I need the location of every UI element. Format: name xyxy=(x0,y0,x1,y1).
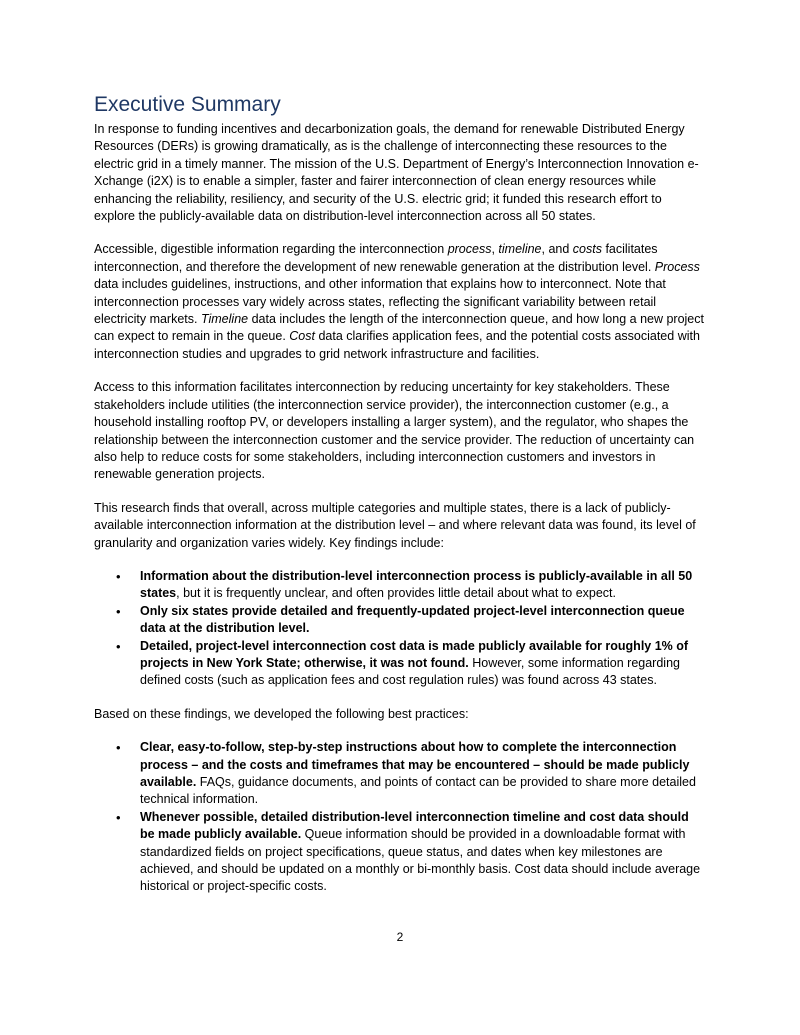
list-item xyxy=(140,739,706,809)
list-item xyxy=(140,603,706,638)
list-item xyxy=(140,638,706,690)
text-run: Queue information should be provided in a downloadable format with standardized fields on project specifications, queue status, and dates when key milestones are achieved, and should be updated on a monthly or bi-monthly basis. Cost data should include average historical or project-specific costs. xyxy=(140,827,701,894)
bold-text: Information about the distribution-level interconnection process is publicly-available in all 50 states xyxy=(140,568,693,601)
italic-term-cost-data: Cost xyxy=(289,329,315,344)
text-run: However, some information regarding defined costs (such as application fees and cost regulation rules) was found across 43 states. xyxy=(140,655,680,688)
list-item xyxy=(140,809,706,896)
text-run: , xyxy=(491,242,499,257)
paragraph-stakeholders: Access to this information facilitates interconnection by reducing uncertainty for key stakeholders. These stakeholders include utilities (the interconnection service provider), the interconnection customer (e.g., a household installing rooftop PV, or developers installing a larger system), and the regulator, who shapes the relationship between the interconnection customer and the service provider. The reduction of uncertainty can also help to reduce costs for some stakeholders, including interconnection customers and investors in renewable generation projects. xyxy=(94,380,695,482)
paragraph-information-types xyxy=(94,241,706,363)
key-findings-list xyxy=(94,568,706,690)
text-run: data clarifies application fees, and the potential costs associated with interconnection studies and upgrades to grid network infrastructure and facilities. xyxy=(94,329,700,361)
italic-term-costs: costs xyxy=(572,242,602,257)
bold-text: Whenever possible, detailed distribution-level interconnection timeline and cost data should be made publicly available. xyxy=(140,809,689,842)
italic-term-timeline: timeline xyxy=(498,242,542,257)
paragraph-findings-intro: This research finds that overall, across multiple categories and multiple states, there is a lack of publicly-available interconnection information at the distribution level – and where relevant data was found, its level of granularity and organization varies widely. Key findings include: xyxy=(94,500,696,550)
text-run: FAQs, guidance documents, and points of contact can be provided to share more detailed technical information. xyxy=(140,775,696,807)
paragraph-best-practices-intro: Based on these findings, we developed the following best practices: xyxy=(94,706,469,721)
text-run: Accessible, digestible information regarding the interconnection xyxy=(94,242,448,257)
bold-text: Clear, easy-to-follow, step-by-step instructions about how to complete the interconnection process – and the costs and timeframes that may be encountered – should be made publicly available. xyxy=(140,740,690,789)
list-item xyxy=(140,568,706,603)
text-run: , and xyxy=(541,242,573,257)
bold-text: Only six states provide detailed and frequently-updated project-level interconnection queue data at the distribution level. xyxy=(140,603,685,636)
paragraph-intro: In response to funding incentives and decarbonization goals, the demand for renewable Distributed Energy Resources (DERs) is growing dramatically, as is the challenge of interconnecting these resources to the electric grid in a timely manner. The mission of the U.S. Department of Energy’s Interconnection Innovation e-Xchange (i2X) is to enable a simpler, faster and fairer interconnection of clean energy resources while enhancing the reliability, resiliency, and security of the U.S. electric grid; it funded this research effort to explore the publicly-available data on distribution-level interconnection across all 50 states. xyxy=(94,122,699,224)
page-number: 2 xyxy=(396,930,404,944)
text-run: data includes guidelines, instructions, and other information that explains how to interconnect. Note that interconnection processes vary widely across states, reflecting the significant variability between retail electricity markets. xyxy=(94,277,666,327)
section-heading: Executive Summary xyxy=(94,93,281,116)
italic-term-process: process xyxy=(447,242,492,257)
bold-text: Detailed, project-level interconnection cost data is made publicly available for roughly 1% of projects in New York State; otherwise, it was not found. xyxy=(140,638,689,670)
italic-term-timeline-data: Timeline xyxy=(200,312,249,327)
text-run: facilitates interconnection, and therefore the development of new renewable generation at the distribution level. xyxy=(94,242,658,274)
best-practices-list xyxy=(94,739,706,896)
text-run: data includes the length of the interconnection queue, and how long a new project can expect to remain in the queue. xyxy=(94,312,704,344)
text-run: , but it is frequently unclear, and often provides little detail about what to expect. xyxy=(176,586,616,601)
italic-term-process-data: Process xyxy=(654,259,700,274)
